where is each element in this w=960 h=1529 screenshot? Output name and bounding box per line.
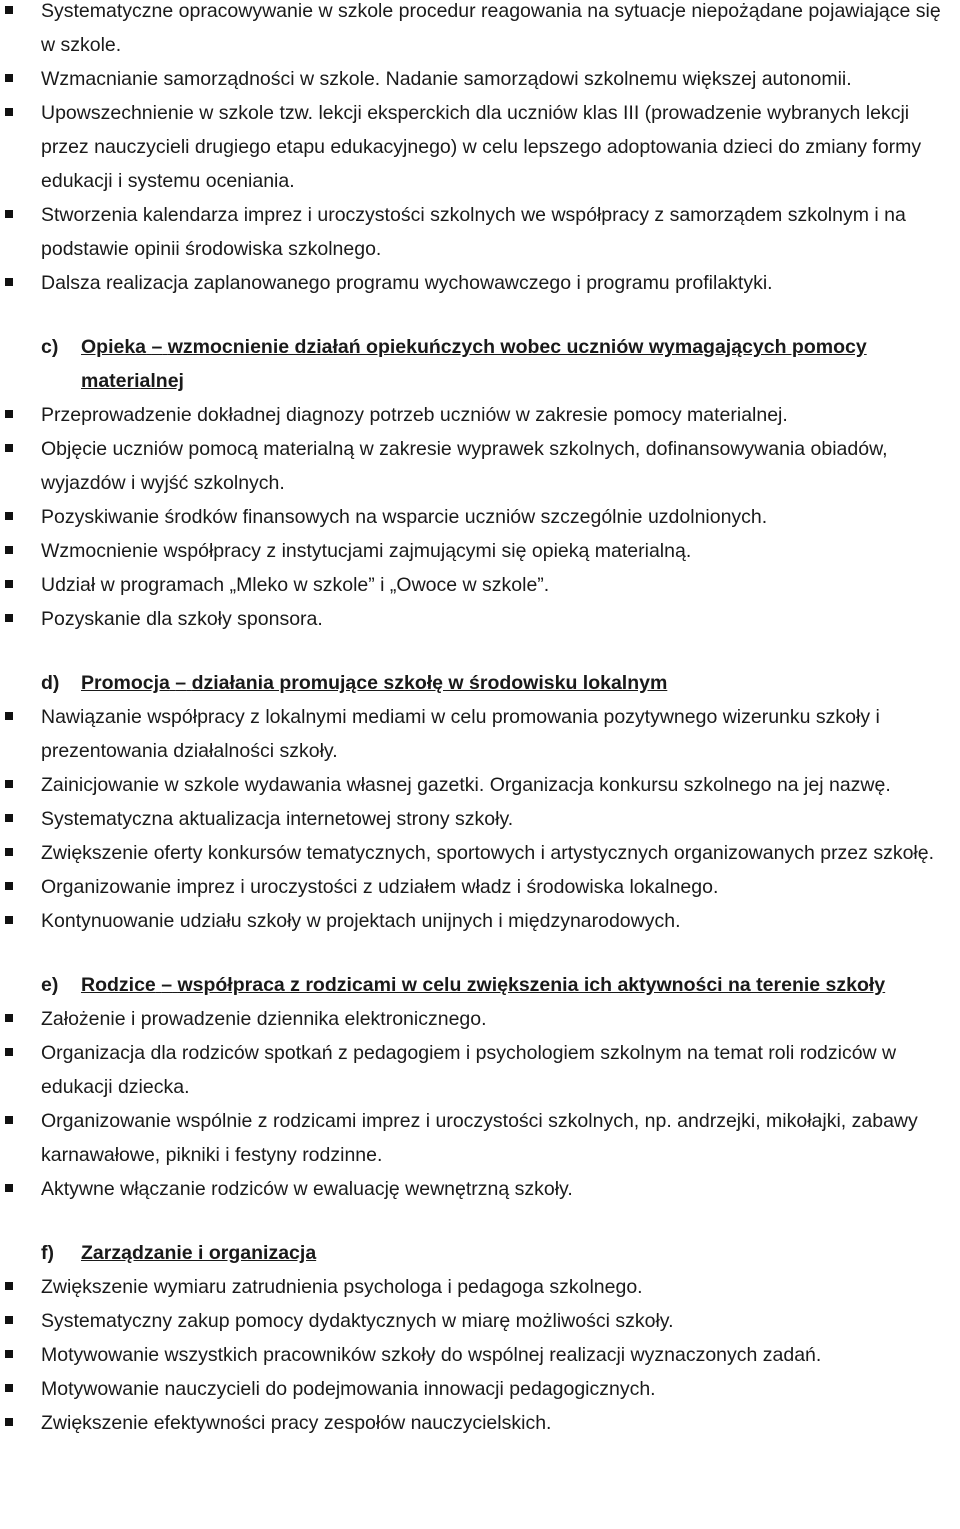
square-bullet-icon (5, 410, 13, 418)
list-item: Organizowanie imprez i uroczystości z udziałem władz i środowiska lokalnego. (0, 870, 960, 904)
square-bullet-icon (5, 712, 13, 720)
list-item: Organizacja dla rodziców spotkań z pedagogiem i psychologiem szkolnym na temat roli rodziców w edukacji dziecka. (0, 1036, 960, 1104)
list-item: Dalsza realizacja zaplanowanego programu wychowawczego i programu profilaktyki. (0, 266, 960, 300)
list-item: Systematyczne opracowywanie w szkole procedur reagowania na sytuacje niepożądane pojawiające się w szkole. (0, 0, 960, 62)
square-bullet-icon (5, 614, 13, 622)
square-bullet-icon (5, 1116, 13, 1124)
square-bullet-icon (5, 210, 13, 218)
list-item: Pozyskanie dla szkoły sponsora. (0, 602, 960, 636)
list-item: Stworzenia kalendarza imprez i uroczystości szkolnych we współpracy z samorządem szkolnym i na podstawie opinii środowiska szkolnego. (0, 198, 960, 266)
square-bullet-icon (5, 1282, 13, 1290)
list-item: Zwiększenie wymiaru zatrudnienia psychologa i pedagoga szkolnego. (0, 1270, 960, 1304)
section-letter: c) (41, 336, 59, 358)
section-list-f (0, 1270, 960, 1440)
section-heading-d (0, 666, 960, 700)
square-bullet-icon (5, 1350, 13, 1358)
list-item: Systematyczna aktualizacja internetowej strony szkoły. (0, 802, 960, 836)
list-item: Nawiązanie współpracy z lokalnymi mediami w celu promowania pozytywnego wizerunku szkoły i prezentowania działalności szkoły. (0, 700, 960, 768)
list-item: Zainicjowanie w szkole wydawania własnej gazetki. Organizacja konkursu szkolnego na jej nazwę. (0, 768, 960, 802)
square-bullet-icon (5, 1184, 13, 1192)
section-heading-c (0, 330, 960, 398)
square-bullet-icon (5, 1384, 13, 1392)
square-bullet-icon (5, 1048, 13, 1056)
list-item: Udział w programach „Mleko w szkole” i „Owoce w szkole”. (0, 568, 960, 602)
section-title: Rodzice – współpraca z rodzicami w celu zwiększenia ich aktywności na terenie szkoły (81, 974, 886, 996)
list-item: Kontynuowanie udziału szkoły w projektach unijnych i międzynarodowych. (0, 904, 960, 938)
square-bullet-icon (5, 6, 13, 14)
square-bullet-icon (5, 848, 13, 856)
list-item: Wzmocnienie współpracy z instytucjami zajmującymi się opieką materialną. (0, 534, 960, 568)
section-list-c (0, 398, 960, 636)
square-bullet-icon (5, 108, 13, 116)
section-heading-e (0, 968, 960, 1002)
list-item: Systematyczny zakup pomocy dydaktycznych w miarę możliwości szkoły. (0, 1304, 960, 1338)
section-title: Opieka – wzmocnienie działań opiekuńczych wobec uczniów wymagających pomocy materialnej (81, 336, 867, 392)
intro-list (0, 0, 960, 300)
square-bullet-icon (5, 814, 13, 822)
list-item: Organizowanie wspólnie z rodzicami imprez i uroczystości szkolnych, np. andrzejki, mikołajki, zabawy karnawałowe, pikniki i festyny rodzinne. (0, 1104, 960, 1172)
list-item: Upowszechnienie w szkole tzw. lekcji eksperckich dla uczniów klas III (prowadzenie wybranych lekcji przez nauczycieli drugiego etapu edukacyjnego) w celu lepszego adoptowania dzieci do zmiany formy edukacji i systemu oceniania. (0, 96, 960, 198)
square-bullet-icon (5, 1418, 13, 1426)
section-list-d (0, 700, 960, 938)
square-bullet-icon (5, 916, 13, 924)
list-item: Wzmacnianie samorządności w szkole. Nadanie samorządowi szkolnemu większej autonomii. (0, 62, 960, 96)
section-letter: f) (41, 1242, 54, 1264)
square-bullet-icon (5, 780, 13, 788)
list-item: Motywowanie wszystkich pracowników szkoły do wspólnej realizacji wyznaczonych zadań. (0, 1338, 960, 1372)
section-list-e (0, 1002, 960, 1206)
square-bullet-icon (5, 546, 13, 554)
square-bullet-icon (5, 74, 13, 82)
list-item: Aktywne włączanie rodziców w ewaluację wewnętrzną szkoły. (0, 1172, 960, 1206)
list-item: Pozyskiwanie środków finansowych na wsparcie uczniów szczególnie uzdolnionych. (0, 500, 960, 534)
section-title: Zarządzanie i organizacja (81, 1242, 317, 1264)
square-bullet-icon (5, 278, 13, 286)
square-bullet-icon (5, 1316, 13, 1324)
list-item: Objęcie uczniów pomocą materialną w zakresie wyprawek szkolnych, dofinansowywania obiadów, wyjazdów i wyjść szkolnych. (0, 432, 960, 500)
section-letter: d) (41, 672, 60, 694)
square-bullet-icon (5, 882, 13, 890)
square-bullet-icon (5, 512, 13, 520)
list-item: Zwiększenie oferty konkursów tematycznych, sportowych i artystycznych organizowanych przez szkołę. (0, 836, 960, 870)
list-item: Motywowanie nauczycieli do podejmowania innowacji pedagogicznych. (0, 1372, 960, 1406)
list-item: Przeprowadzenie dokładnej diagnozy potrzeb uczniów w zakresie pomocy materialnej. (0, 398, 960, 432)
square-bullet-icon (5, 580, 13, 588)
section-heading-f (0, 1236, 960, 1270)
square-bullet-icon (5, 1014, 13, 1022)
section-title: Promocja – działania promujące szkołę w środowisku lokalnym (81, 672, 668, 694)
list-item: Zwiększenie efektywności pracy zespołów nauczycielskich. (0, 1406, 960, 1440)
square-bullet-icon (5, 444, 13, 452)
section-letter: e) (41, 974, 59, 996)
list-item: Założenie i prowadzenie dziennika elektronicznego. (0, 1002, 960, 1036)
